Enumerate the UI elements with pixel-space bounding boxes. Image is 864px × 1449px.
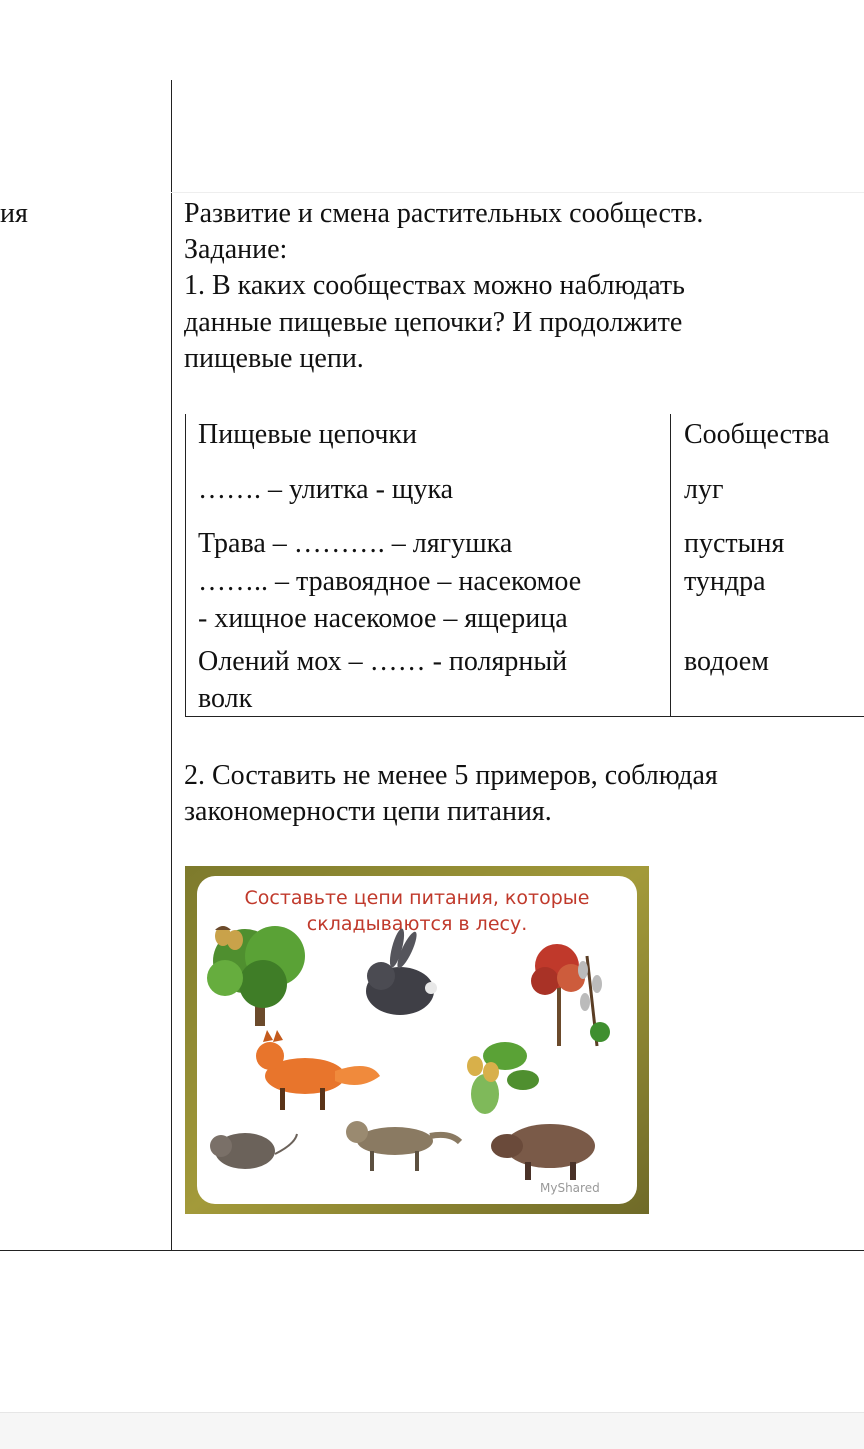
chain-row-2: Трава – ………. – лягушка <box>198 528 513 559</box>
left-cell-fragment: ия <box>0 198 28 229</box>
section-heading: Развитие и смена растительных сообществ. <box>184 198 704 229</box>
header-food-chains: Пищевые цепочки <box>198 419 417 450</box>
chain-row-4-line-1: Олений мох – …… - полярный <box>198 646 568 677</box>
community-row-2: пустыня <box>684 528 785 559</box>
page-footer-strip <box>0 1412 864 1449</box>
chain-row-1: ……. – улитка - щука <box>198 474 454 505</box>
community-row-4: водоем <box>684 646 769 677</box>
outer-table-bottom-border <box>0 1250 864 1251</box>
header-communities: Сообщества <box>684 419 830 450</box>
question-2-line-1: 2. Составить не менее 5 примеров, соблюдая <box>184 760 718 791</box>
forest-food-chain-picture <box>185 866 649 1214</box>
task-label: Задание: <box>184 234 288 265</box>
question-1-line-2: данные пищевые цепочки? И продолжите <box>184 307 683 338</box>
question-1-line-1: 1. В каких сообществах можно наблюдать <box>184 270 685 301</box>
picture-watermark: MyShared <box>540 1181 600 1195</box>
question-2-line-2: закономерности цепи питания. <box>184 796 552 827</box>
community-row-1: луг <box>684 474 724 505</box>
question-1-line-3: пищевые цепи. <box>184 343 364 374</box>
outer-table-left-divider <box>171 80 172 1250</box>
inner-table-bottom-border <box>185 716 864 717</box>
chain-row-3-line-1: …….. – травоядное – насекомое <box>198 566 582 597</box>
inner-table-column-divider <box>670 414 671 716</box>
chain-row-3-line-2: - хищное насекомое – ящерица <box>198 603 568 634</box>
inner-table-left-border <box>185 414 186 716</box>
picture-caption-line-2: складываются в лесу. <box>306 913 528 935</box>
picture-caption-line-1: Составьте цепи питания, которые <box>244 887 590 909</box>
community-row-3: тундра <box>684 566 766 597</box>
chain-row-4-line-2: волк <box>198 683 253 714</box>
outer-table-row-divider <box>171 192 864 193</box>
